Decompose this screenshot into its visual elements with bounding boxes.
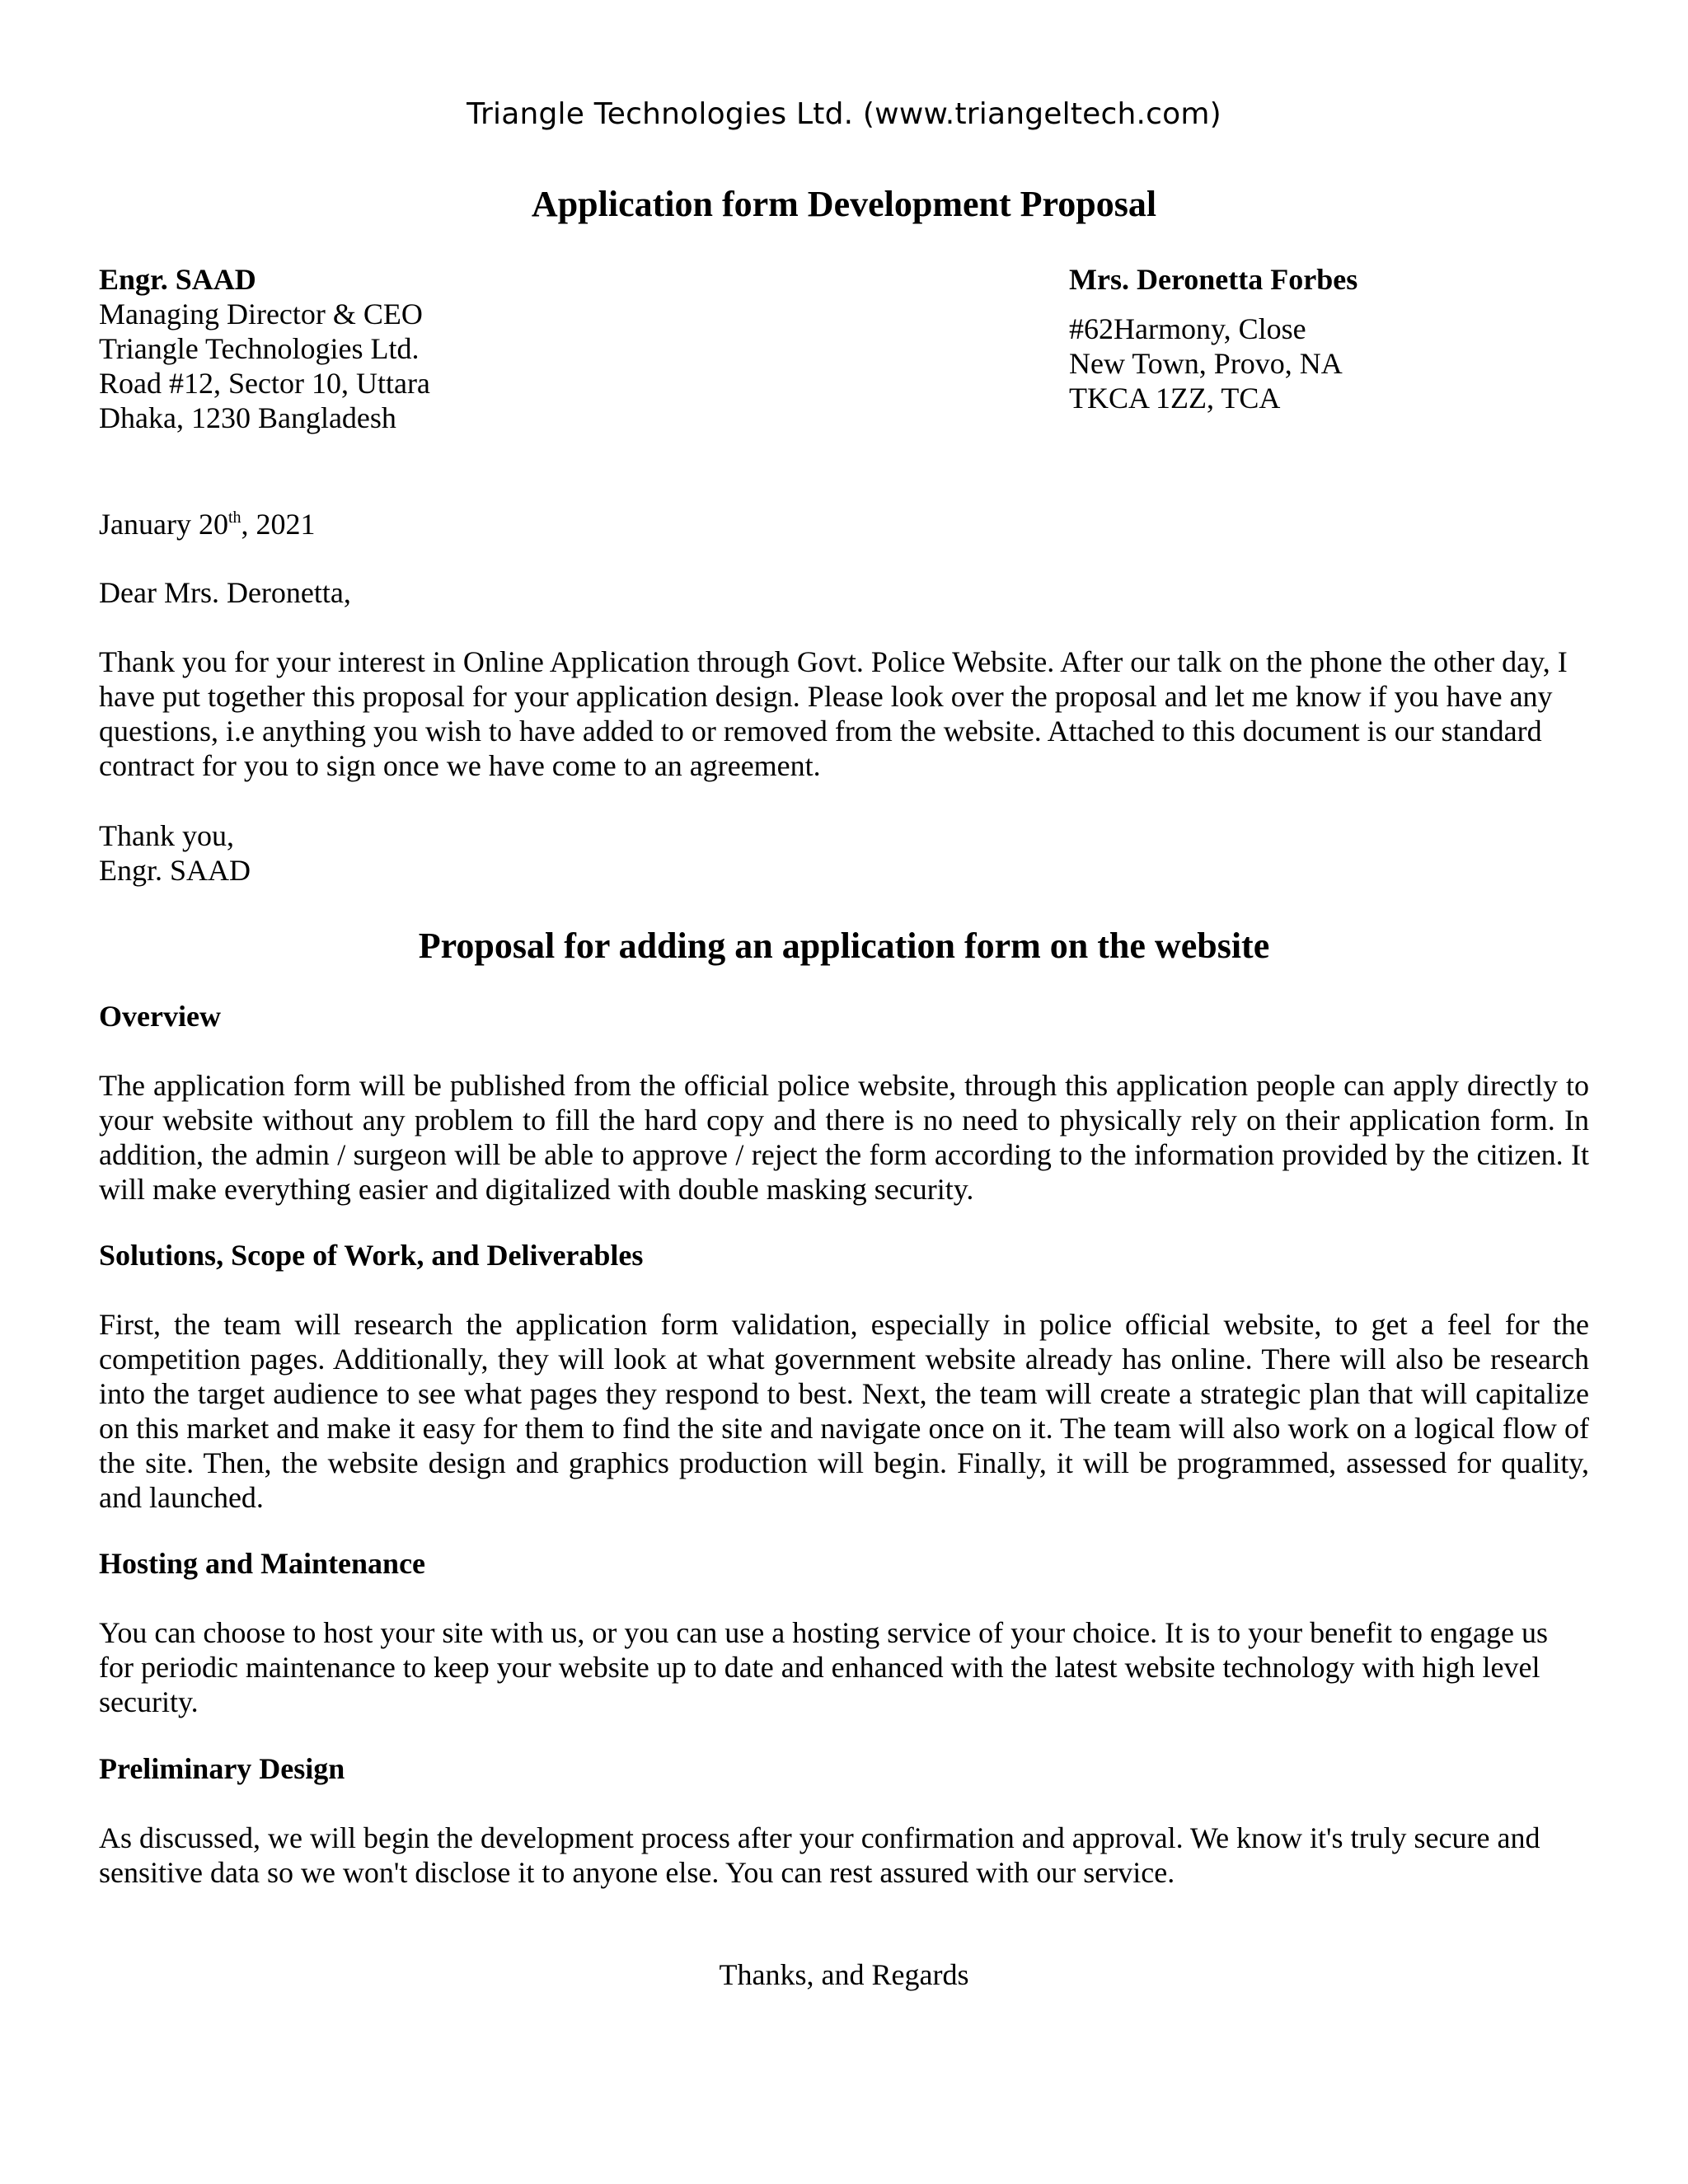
date-ordinal-suffix: th	[227, 509, 241, 527]
recipient-name: Mrs. Deronetta Forbes	[1069, 263, 1358, 296]
recipient-line: #62Harmony, Close	[1069, 312, 1306, 345]
sender-line: Managing Director & CEO	[99, 298, 423, 330]
recipient-address-block	[1069, 262, 1357, 415]
sender-name: Engr. SAAD	[99, 263, 256, 296]
section-preliminary-design	[99, 1751, 1589, 1890]
closing-signature-name: Engr. SAAD	[99, 854, 251, 887]
section-heading: Hosting and Maintenance	[99, 1547, 426, 1580]
section-overview	[99, 999, 1589, 1207]
sender-line: Dhaka, 1230 Bangladesh	[99, 401, 396, 434]
section-heading: Preliminary Design	[99, 1752, 345, 1785]
letter-intro-paragraph: Thank you for your interest in Online Application through Govt. Police Website. After our talk on the phone the other day, I have put together this proposal for your application design. Please look over the proposal and let me know if you have any questions, i.e anything you wish to have added to or removed from the website. Attached to this document is our standard contract for you to sign once we have come to an agreement.	[99, 645, 1568, 782]
section-body: The application form will be published from the official police website, through this application people can apply directly to your website without any problem to fill the hard copy and there is no need to physically rely on their application form. In addition, the admin / surgeon will be able to approve / reject the form according to the information provided by the citizen. It will make everything easier and digitalized with double masking security.	[99, 1069, 1589, 1206]
document-title: Application form Development Proposal	[531, 184, 1157, 224]
section-body: You can choose to host your site with us, or you can use a hosting service of your choice. It is to your benefit to engage us for periodic maintenance to keep your website up to date and enhanced with the latest website technology with high level security.	[99, 1616, 1548, 1718]
company-header: Triangle Technologies Ltd. (www.triangeltech.com)	[467, 97, 1221, 131]
section-heading: Overview	[99, 1000, 221, 1033]
sender-line: Triangle Technologies Ltd.	[99, 332, 420, 365]
date-month-day: January 20	[99, 508, 228, 541]
closing-phrase: Thank you,	[99, 819, 234, 852]
date-year: , 2021	[241, 508, 316, 541]
recipient-line: New Town, Provo, NA	[1069, 347, 1343, 380]
section-hosting-maintenance	[99, 1546, 1589, 1719]
sender-address-block	[99, 262, 430, 435]
section-heading: Solutions, Scope of Work, and Deliverables	[99, 1239, 644, 1272]
section-body: As discussed, we will begin the development process after your confirmation and approval. We know it's truly secure and sensitive data so we won't disclose it to anyone else. You can rest assured with our service.	[99, 1821, 1540, 1889]
letter-closing	[99, 818, 251, 888]
letter-date	[99, 507, 316, 541]
recipient-line: TKCA 1ZZ, TCA	[1069, 382, 1281, 415]
sender-line: Road #12, Sector 10, Uttara	[99, 367, 430, 400]
signoff: Thanks, and Regards	[719, 1958, 969, 1991]
recipient-address	[1069, 312, 1357, 415]
section-solutions-scope	[99, 1238, 1589, 1515]
section-body: First, the team will research the application form validation, especially in police official website, to get a feel for the competition pages. Additionally, they will look at what government website already has online. There will also be research into the target audience to see what pages they respond to best. Next, the team will create a strategic plan that will capitalize on this market and make it easy for them to find the site and navigate once on it. The team will also work on a logical flow of the site. Then, the website design and graphics production will begin. Finally, it will be programmed, assessed for quality, and launched.	[99, 1308, 1589, 1514]
letter-greeting: Dear Mrs. Deronetta,	[99, 576, 351, 609]
proposal-title: Proposal for adding an application form on the website	[418, 926, 1270, 966]
